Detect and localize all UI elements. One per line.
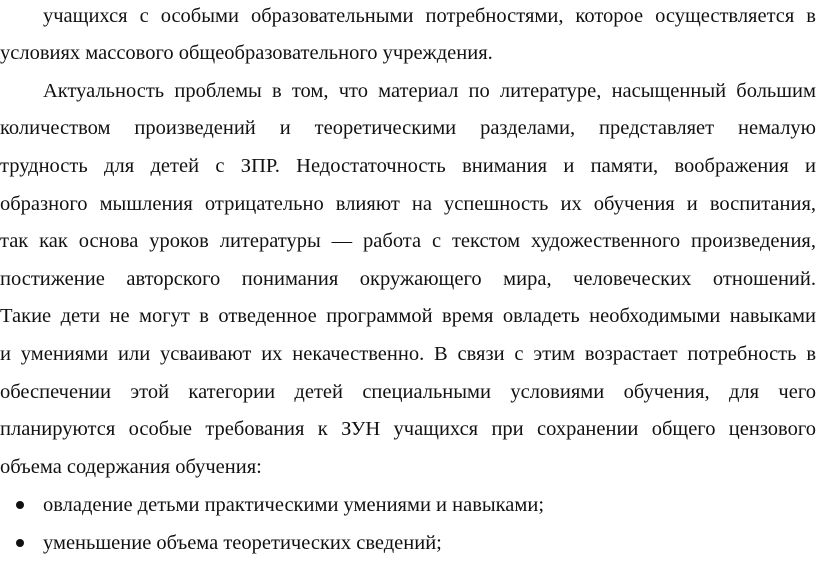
paragraph-line: постижение авторского понимания окружающего мира, человеческих отношений.: [0, 268, 816, 290]
paragraph-line: учащихся с особыми образовательными потребностями, которое осуществляется в: [43, 5, 816, 27]
bullet-icon: [16, 539, 24, 547]
list-item-text: овладение детьми практическими умениями и навыками;: [43, 494, 545, 516]
paragraph-line: Такие дети не могут в отведенное программой время овладеть необходимыми навыками: [0, 305, 816, 327]
paragraph-line: образного мышления отрицательно влияют на успешность их обучения и воспитания,: [0, 193, 816, 215]
paragraph-line: трудность для детей с ЗПР. Недостаточность внимания и памяти, воображения и: [0, 155, 816, 177]
paragraph-line: так как основа уроков литературы — работа с текстом художественного произведения,: [0, 230, 816, 252]
list-item: [0, 490, 816, 520]
list-item-text: уменьшение объема теоретических сведений;: [43, 532, 442, 554]
paragraph-line: планируются особые требования к ЗУН учащихся при сохранении общего цензового: [0, 418, 816, 440]
paragraph-line: и умениями или усваивают их некачественно. В связи с этим возрастает потребность в: [0, 343, 816, 365]
list-item: [0, 528, 816, 558]
paragraph-line: обеспечении этой категории детей специальными условиями обучения, для чего: [0, 381, 816, 403]
bullet-icon: [16, 501, 24, 509]
paragraph-line: количеством произведений и теоретическими разделами, представляет немалую: [0, 117, 816, 139]
paragraph-line: Актуальность проблемы в том, что материал по литературе, насыщенный большим: [43, 80, 816, 102]
paragraph-line: объема содержания обучения:: [0, 456, 262, 478]
paragraph-line: условиях массового общеобразовательного учреждения.: [0, 42, 493, 64]
